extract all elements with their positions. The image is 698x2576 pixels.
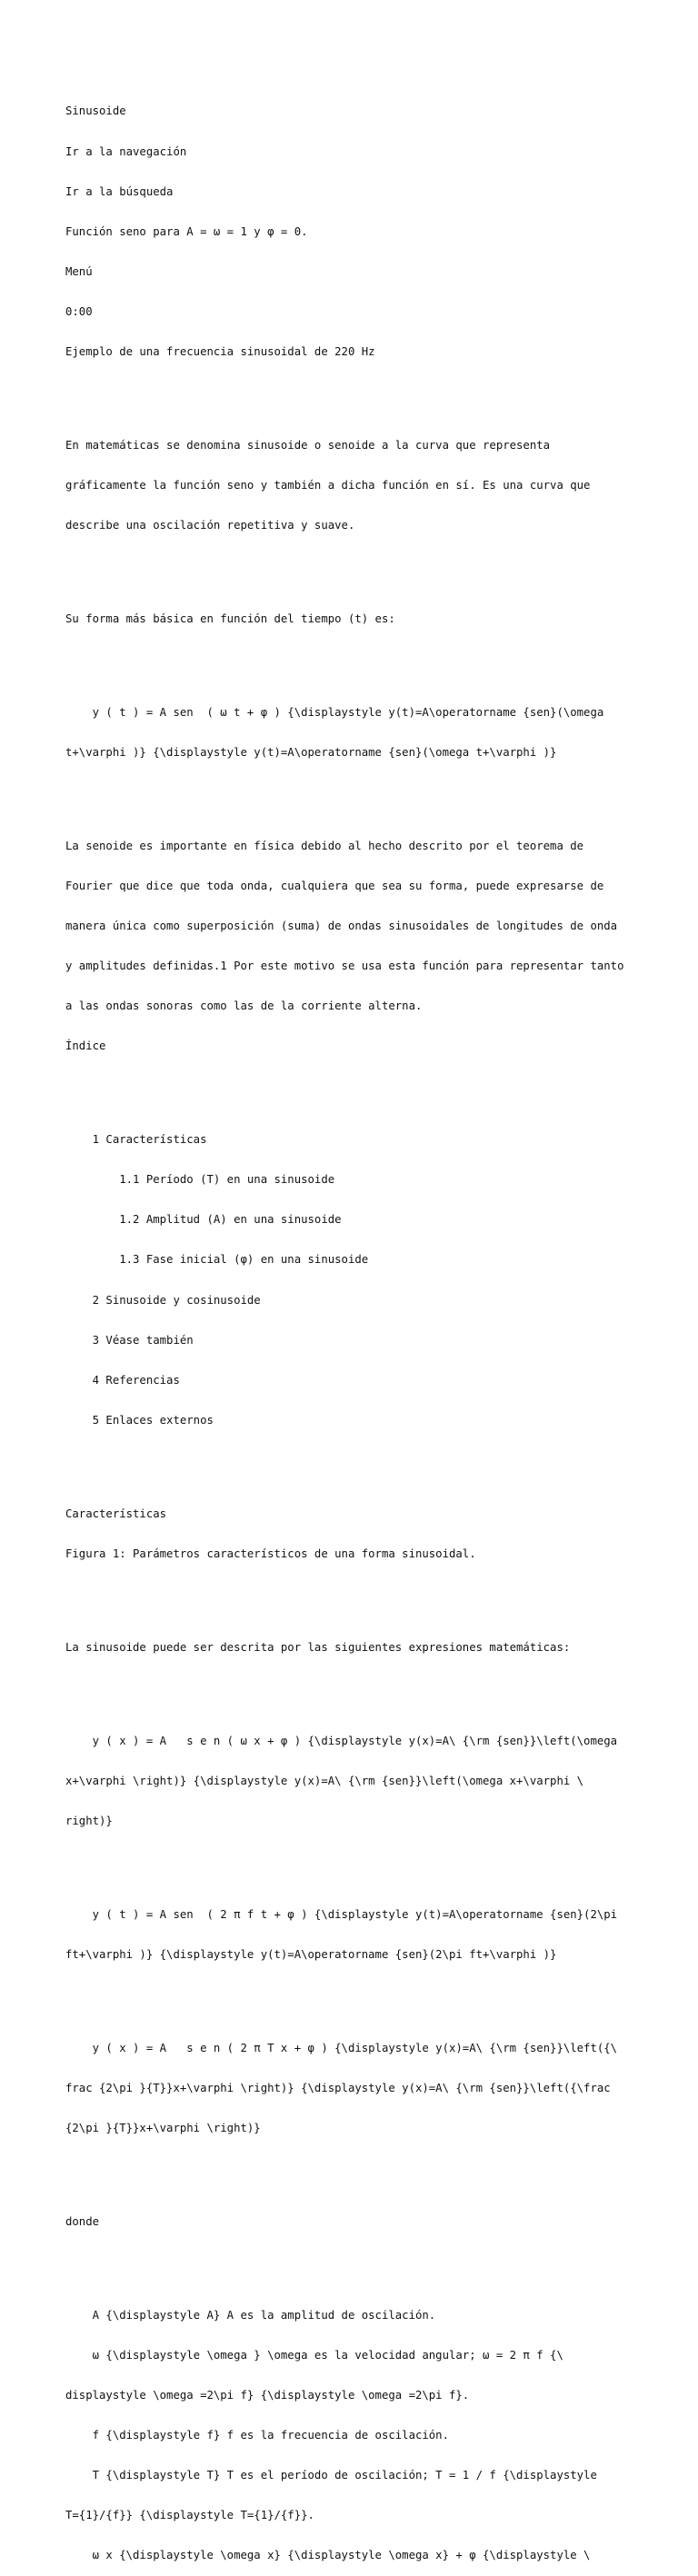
toc-item[interactable]: 1.1 Período (T) en una sinusoide <box>65 1173 335 1187</box>
formula-line: t+\varphi )} {\displaystyle y(t)=A\operatorname {sen}(\omega t+\varphi )} <box>65 745 557 759</box>
fourier-paragraph-line: a las ondas sonoras como las de la corriente alterna. <box>65 1000 423 1013</box>
menu-link[interactable]: Menú <box>65 264 93 278</box>
intro-paragraph-line: En matemáticas se denomina sinusoide o senoide a la curva que representa <box>65 438 551 452</box>
fourier-paragraph-line: Fourier que dice que toda onda, cualquiera que sea su forma, puede expresarse de <box>65 879 604 892</box>
expressions-intro: La sinusoide puede ser descrita por las siguientes expresiones matemáticas: <box>65 1640 571 1654</box>
figure-caption-sine: Función seno para A = ω = 1 y φ = 0. <box>65 224 308 238</box>
definition-line: T={1}/{f}} {\displaystyle T={1}/{f}}. <box>65 2509 314 2522</box>
figure-caption-parameters: Figura 1: Parámetros característicos de una forma sinusoidal. <box>65 1547 476 1560</box>
fourier-paragraph-line: manera única como superposición (suma) de ondas sinusoidales de longitudes de onda <box>65 920 618 932</box>
formula-line: y ( x ) = A s e n ( ω x + φ ) {\displaystyle y(x)=A\ {\rm {sen}}\left(\omega <box>65 1734 618 1747</box>
toc-heading: Índice <box>65 1039 106 1053</box>
donde-label: donde <box>65 2214 100 2228</box>
formula-line: y ( t ) = A sen ( 2 π f t + φ ) {\displaystyle y(t)=A\operatorname {sen}(2\pi <box>65 1907 618 1921</box>
formula-line: x+\varphi \right)} {\displaystyle y(x)=A\ {\rm {sen}}\left(\omega x+\varphi \ <box>65 1774 584 1787</box>
definition-line: A {\displaystyle A} A es la amplitud de oscilación. <box>65 2308 436 2322</box>
basic-form-paragraph: Su forma más básica en función del tiempo (t) es: <box>65 612 395 625</box>
fourier-paragraph-line: y amplitudes definidas.1 Por este motivo se usa esta función para representar tanto <box>65 960 624 973</box>
toc-item[interactable]: 5 Enlaces externos <box>65 1413 214 1427</box>
definition-line: f {\displaystyle f} f es la frecuencia de oscilación. <box>65 2428 449 2442</box>
skip-to-navigation-link[interactable]: Ir a la navegación <box>65 144 187 158</box>
formula-line: y ( x ) = A s e n ( 2 π T x + φ ) {\displaystyle y(x)=A\ {\rm {sen}}\left({\ <box>65 2041 618 2054</box>
document-body <box>65 78 647 2576</box>
fourier-paragraph-line: La senoide es importante en física debido al hecho descrito por el teorema de <box>65 839 584 852</box>
skip-to-search-link[interactable]: Ir a la búsqueda <box>65 184 174 198</box>
formula-line: {2\pi }{T}}x+\varphi \right)} <box>65 2121 261 2134</box>
page-title: Sinusoide <box>65 104 126 118</box>
toc-item[interactable]: 4 Referencias <box>65 1373 180 1387</box>
toc-item[interactable]: 1.2 Amplitud (A) en una sinusoide <box>65 1213 342 1227</box>
definition-line: T {\displaystyle T} T es el período de oscilación; T = 1 / f {\displaystyle <box>65 2469 597 2482</box>
toc-item[interactable]: 3 Véase también <box>65 1333 194 1347</box>
section-heading: Características <box>65 1507 167 1520</box>
toc-item[interactable]: 1.3 Fase inicial (φ) en una sinusoide <box>65 1253 369 1267</box>
toc-item[interactable]: 2 Sinusoide y cosinusoide <box>65 1293 261 1307</box>
formula-line: frac {2\pi }{T}}x+\varphi \right)} {\displaystyle y(x)=A\ {\rm {sen}}\left({\frac <box>65 2081 611 2094</box>
formula-line: ft+\varphi )} {\displaystyle y(t)=A\operatorname {sen}(2\pi ft+\varphi )} <box>65 1947 557 1961</box>
intro-paragraph-line: gráficamente la función seno y también a dicha función en sí. Es una curva que <box>65 478 591 492</box>
toc-item[interactable]: 1 Características <box>65 1133 207 1147</box>
definition-line: displaystyle \omega =2\pi f} {\displaystyle \omega =2\pi f}. <box>65 2388 470 2402</box>
intro-paragraph-line: describe una oscilación repetitiva y suave. <box>65 519 355 532</box>
audio-caption: Ejemplo de una frecuencia sinusoidal de 220 Hz <box>65 344 375 358</box>
formula-line: y ( t ) = A sen ( ω t + φ ) {\displaystyle y(t)=A\operatorname {sen}(\omega <box>65 705 604 719</box>
definition-line: ω x {\displaystyle \omega x} {\displaystyle \omega x} + φ {\displaystyle \ <box>65 2549 591 2562</box>
definition-line: ω {\displaystyle \omega } \omega es la velocidad angular; ω = 2 π f {\ <box>65 2348 563 2362</box>
audio-time[interactable]: 0:00 <box>65 304 93 318</box>
formula-line: right)} <box>65 1814 113 1827</box>
